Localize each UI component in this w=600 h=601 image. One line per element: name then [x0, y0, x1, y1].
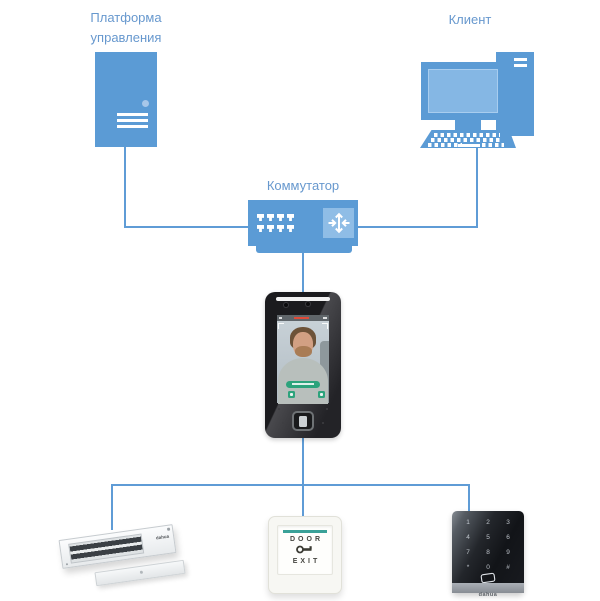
vent-line: [117, 125, 148, 128]
terminal-dot: [278, 408, 280, 410]
monitor-screen: [428, 69, 498, 113]
viewfinder-bracket: [278, 323, 284, 329]
key-row: [482, 143, 504, 147]
keypad-key: 7: [466, 549, 470, 556]
keypad-key: 4: [466, 534, 470, 541]
port-icon: [287, 225, 294, 232]
screen-action-button: [318, 391, 325, 398]
viewfinder-bracket: [322, 323, 328, 329]
port-icon: [257, 214, 264, 221]
keypad-key: 1: [466, 519, 470, 526]
connection-line: [468, 484, 470, 513]
card-reader-device: [452, 511, 524, 598]
monitor-stand: [455, 119, 481, 131]
key-row: [431, 138, 501, 142]
port-icon: [277, 225, 284, 232]
brand-label: dahua: [155, 534, 170, 542]
exit-button-panel: [277, 525, 333, 575]
illumination-bar: [276, 297, 330, 301]
vent-line: [117, 113, 148, 116]
platform-label: Платформа управления: [90, 10, 162, 45]
monitor-icon: [421, 62, 505, 120]
keypad-key: #: [506, 564, 510, 571]
screen-action-button: [288, 391, 295, 398]
reader-bottom-band: [452, 583, 524, 598]
camera-lens-icon: [284, 303, 288, 307]
keypad-key: 5: [486, 534, 490, 541]
maglock-body: [59, 524, 177, 569]
switch-label: Коммутатор: [266, 178, 340, 193]
exit-button-device: [268, 516, 342, 594]
armature-plate: [94, 560, 185, 586]
client-label: Клиент: [448, 12, 492, 27]
keypad-key: 6: [506, 534, 510, 541]
power-led-dot: [142, 100, 149, 107]
screw-dot: [65, 563, 68, 566]
exit-label: EXIT: [292, 558, 321, 565]
keypad-key: *: [466, 564, 470, 571]
connection-line: [357, 226, 478, 228]
keypad: [458, 515, 518, 575]
port-icon: [267, 225, 274, 232]
door-label: DOOR: [290, 536, 323, 543]
terminal-dot: [322, 422, 324, 424]
keypad-key: 3: [506, 519, 510, 526]
connection-line: [124, 226, 250, 228]
connection-line: [124, 146, 126, 228]
terminal-screen: [277, 315, 329, 403]
key-icon: [295, 543, 315, 555]
terminal-dot: [326, 408, 328, 410]
port-icon: [277, 214, 284, 221]
camera-lens-icon: [306, 302, 310, 306]
connection-line: [302, 437, 304, 486]
connection-line: [476, 146, 478, 228]
screen-status-bar: [277, 315, 329, 321]
fingerprint-window: [299, 416, 307, 427]
screw-dot: [167, 528, 170, 531]
server-icon: [95, 52, 157, 147]
brand-label: dahua: [478, 592, 498, 598]
fingerprint-scanner: [292, 411, 314, 431]
switching-arrows-icon: [323, 208, 354, 238]
switch-base: [256, 246, 352, 253]
network-switch-icon: [248, 200, 358, 246]
keypad-key: 8: [486, 549, 490, 556]
keypad-key: 2: [486, 519, 490, 526]
drive-slot: [514, 64, 527, 67]
spacebar-key: [458, 144, 480, 147]
key-row: [434, 133, 500, 137]
keypad-key: 0: [486, 564, 490, 571]
drive-slot: [514, 58, 527, 61]
access-terminal-device: [265, 292, 341, 438]
status-item: [323, 317, 327, 319]
status-alert-text: [294, 317, 309, 319]
status-item: [279, 317, 283, 319]
connection-line: [302, 484, 304, 518]
key-row: [428, 143, 462, 147]
magnet-plates: [68, 534, 144, 564]
connection-line: [302, 251, 304, 293]
magnetic-lock-device: [50, 514, 190, 586]
face-photo-beard: [295, 346, 312, 357]
indicator-strip: [283, 530, 327, 533]
terminal-dot: [282, 422, 284, 424]
connection-line: [111, 484, 470, 486]
port-icon: [287, 214, 294, 221]
keyboard-icon: [420, 130, 516, 148]
vent-line: [117, 119, 148, 122]
scan-hint-button: [286, 381, 320, 388]
keypad-key: 9: [506, 549, 510, 556]
port-icon: [257, 225, 264, 232]
port-icon: [267, 214, 274, 221]
